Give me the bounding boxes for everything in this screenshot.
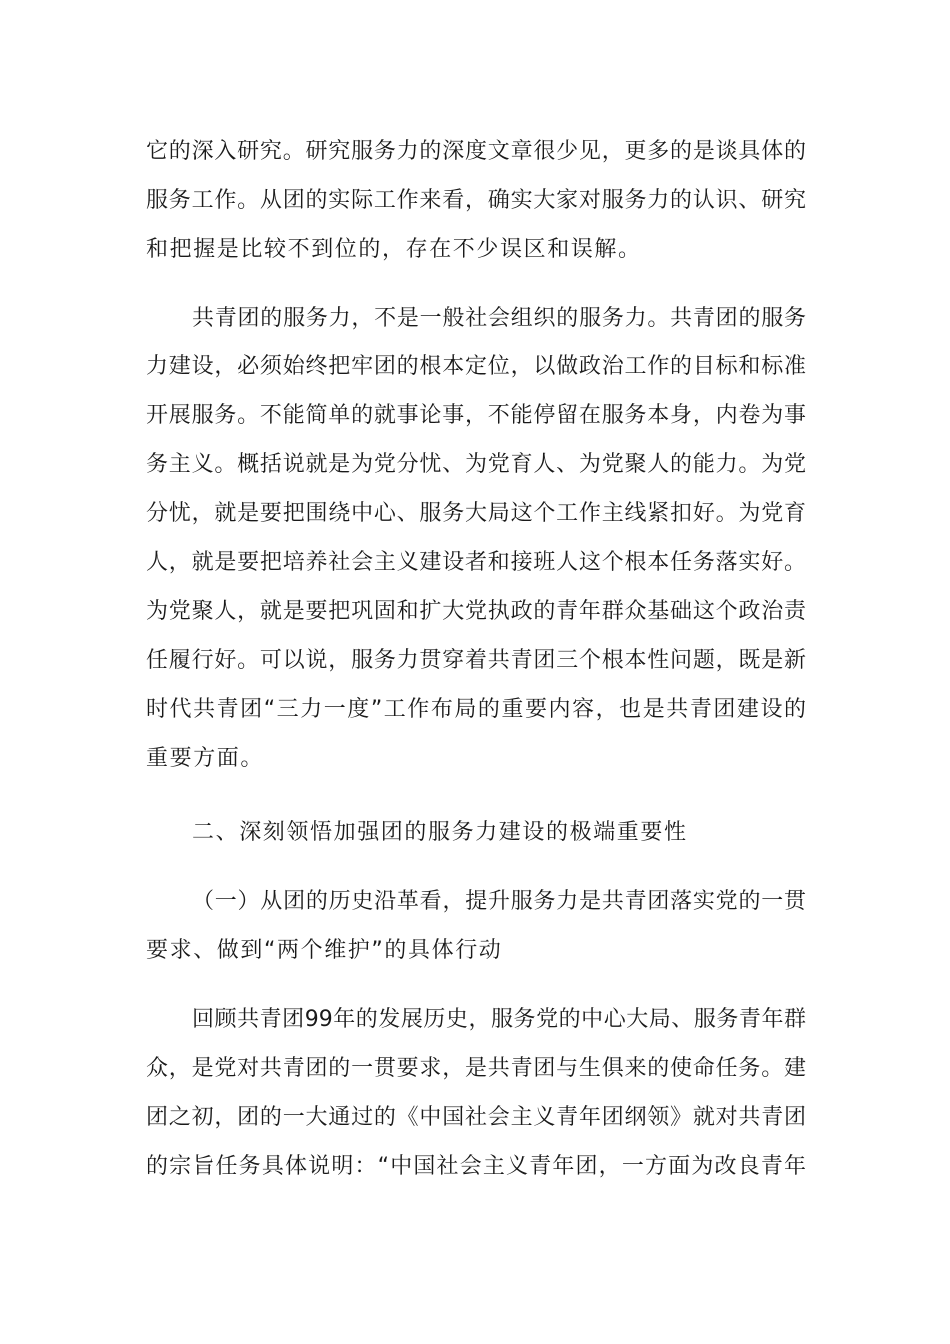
text-line: 任履行好。可以说，服务力贯穿着共青团三个根本性问题，既是新: [146, 648, 806, 673]
text-line: 开展服务。不能简单的就事论事，不能停留在服务本身，内卷为事: [146, 403, 806, 428]
text-line: 重要方面。: [146, 746, 265, 771]
section-heading: 二、深刻领悟加强团的服务力建设的极端重要性: [192, 820, 688, 845]
paragraph-first-line: 回顾共青团99年的发展历史，服务党的中心大局、服务青年群: [192, 1007, 806, 1032]
text-line: 为党聚人，就是要把巩固和扩大党执政的青年群众基础这个政治责: [146, 599, 806, 624]
text-line: 众，是党对共青团的一贯要求，是共青团与生俱来的使命任务。建: [146, 1056, 806, 1081]
text-line: 服务工作。从团的实际工作来看，确实大家对服务力的认识、研究: [146, 188, 806, 213]
text-line: 分忧，就是要把围绕中心、服务大局这个工作主线紧扣好。为党育: [146, 501, 806, 526]
subsection-heading: （一）从团的历史沿革看，提升服务力是共青团落实党的一贯: [192, 889, 806, 914]
text-line: 务主义。概括说就是为党分忧、为党育人、为党聚人的能力。为党: [146, 452, 806, 477]
subsection-heading-cont: 要求、做到“两个维护”的具体行动: [146, 938, 503, 963]
text-line: 它的深入研究。研究服务力的深度文章很少见，更多的是谈具体的: [146, 139, 806, 164]
text-line: 时代共青团“三力一度”工作布局的重要内容，也是共青团建设的: [146, 697, 806, 722]
text-line: 和把握是比较不到位的，存在不少误区和误解。: [146, 237, 642, 262]
text-line: 人，就是要把培养社会主义建设者和接班人这个根本任务落实好。: [146, 550, 806, 575]
text-line: 的宗旨任务具体说明：“中国社会主义青年团，一方面为改良青年: [146, 1154, 806, 1179]
text-line: 力建设，必须始终把牢团的根本定位，以做政治工作的目标和标准: [146, 354, 806, 379]
paragraph-first-line: 共青团的服务力，不是一般社会组织的服务力。共青团的服务: [192, 306, 806, 331]
text-line: 团之初，团的一大通过的《中国社会主义青年团纲领》就对共青团: [146, 1105, 806, 1130]
